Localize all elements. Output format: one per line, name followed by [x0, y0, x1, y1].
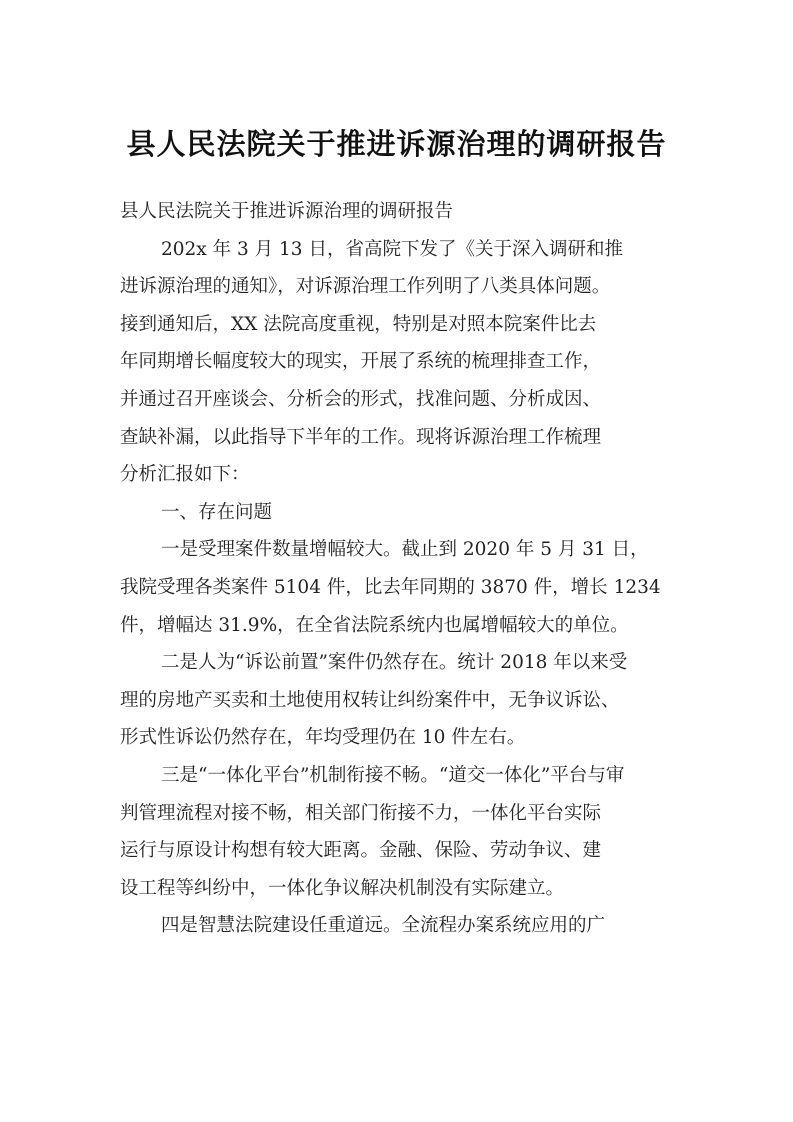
text-line: 形式性诉讼仍然存在，年均受理仍在 10 件左右。 [120, 727, 526, 749]
text-line: 县人民法院关于推进诉源治理的调研报告 [120, 201, 454, 222]
text-line: 查缺补漏，以此指导下半年的工作。现将诉源治理工作梳理 [120, 426, 602, 448]
text-line: 运行与原设计构想有较大距离。金融、保险、劳动争议、建 [120, 840, 602, 862]
text-line: 接到通知后，XX 法院高度重视，特别是对照本院案件比去 [120, 313, 597, 335]
text-line: 并通过召开座谈会、分析会的形式，找准问题、分析成因、 [120, 388, 602, 410]
text-line: 一是受理案件数量增幅较大。截止到 2020 年 5 月 31 日， [161, 539, 649, 561]
text-line: 二是人为“诉讼前置”案件仍然存在。统计 2018 年以来受 [161, 652, 628, 674]
text-line: 202x 年 3 月 13 日，省高院下发了《关于深入调研和推 [161, 238, 623, 260]
document-body [120, 193, 686, 945]
text-line: 分析汇报如下： [120, 464, 250, 486]
text-line: 我院受理各类案件 5104 件，比去年同期的 3870 件，增长 1234 [120, 576, 661, 598]
text-line: 件，增幅达 31.9%，在全省法院系统内也属增幅较大的单位。 [120, 614, 629, 636]
text-line: 判管理流程对接不畅，相关部门衔接不力，一体化平台实际 [120, 802, 602, 824]
text-line: 理的房地产买卖和土地使用权转让纠纷案件中，无争议诉讼、 [120, 689, 620, 711]
document-title: 县人民法院关于推进诉源治理的调研报告 [126, 127, 667, 161]
text-line: 设工程等纠纷中，一体化争议解决机制没有实际建立。 [120, 877, 565, 899]
text-line: 年同期增长幅度较大的现实，开展了系统的梳理排查工作， [120, 351, 602, 373]
text-line: 四是智慧法院建设任重道远。全流程办案系统应用的广 [161, 915, 606, 937]
text-line: 一、存在问题 [161, 501, 273, 523]
text-line: 进诉源治理的通知》，对诉源治理工作列明了八类具体问题。 [120, 276, 611, 298]
text-line: 三是“一体化平台”机制衔接不畅。“道交一体化”平台与审 [161, 764, 625, 786]
